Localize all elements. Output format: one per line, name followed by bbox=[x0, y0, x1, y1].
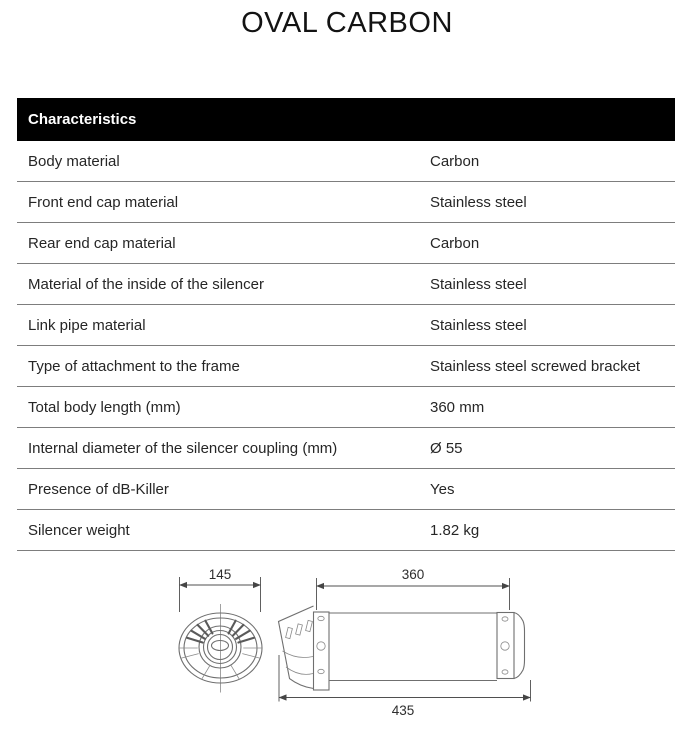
page-title: OVAL CARBON bbox=[241, 7, 453, 39]
silencer-side-view bbox=[279, 606, 525, 690]
dimension-total-length bbox=[279, 655, 531, 718]
table-row bbox=[17, 510, 675, 551]
table-row bbox=[17, 469, 675, 510]
table-row bbox=[17, 182, 675, 223]
front-band bbox=[314, 612, 330, 690]
technical-drawing bbox=[0, 548, 694, 738]
row-value: Stainless steel screwed bracket bbox=[430, 357, 641, 375]
silencer-front-view bbox=[179, 604, 262, 693]
row-value: Carbon bbox=[430, 234, 480, 252]
table-row bbox=[17, 264, 675, 305]
dimension-145-label: 145 bbox=[208, 567, 232, 582]
table-row bbox=[17, 346, 675, 387]
dimension-360-label: 360 bbox=[401, 567, 425, 582]
row-label: Presence of dB-Killer bbox=[28, 480, 169, 498]
nose-slots bbox=[286, 620, 313, 638]
row-value: 360 mm bbox=[430, 398, 485, 416]
row-value: Carbon bbox=[430, 152, 480, 170]
row-label: Silencer weight bbox=[28, 521, 130, 539]
rear-band bbox=[497, 613, 514, 679]
row-label: Material of the inside of the silencer bbox=[28, 275, 264, 293]
rear-end-cap bbox=[514, 613, 525, 679]
table-row bbox=[17, 387, 675, 428]
row-value: 1.82 kg bbox=[430, 521, 480, 539]
row-label: Internal diameter of the silencer coupling (mm) bbox=[28, 439, 338, 457]
table-row bbox=[17, 223, 675, 264]
characteristics-table bbox=[17, 98, 675, 551]
table-row bbox=[17, 428, 675, 469]
table-header: Characteristics bbox=[17, 98, 675, 141]
row-value: Stainless steel bbox=[430, 316, 527, 334]
table-row bbox=[17, 141, 675, 182]
row-value: Ø 55 bbox=[430, 439, 463, 457]
table-row bbox=[17, 305, 675, 346]
row-label: Body material bbox=[28, 152, 120, 170]
row-value: Stainless steel bbox=[430, 275, 527, 293]
row-label: Type of attachment to the frame bbox=[28, 357, 240, 375]
row-value: Stainless steel bbox=[430, 193, 527, 211]
nose-outline bbox=[279, 606, 314, 689]
row-label: Total body length (mm) bbox=[28, 398, 181, 416]
row-value: Yes bbox=[430, 480, 455, 498]
row-label: Front end cap material bbox=[28, 193, 179, 211]
dimension-body-length bbox=[317, 567, 510, 610]
row-label: Rear end cap material bbox=[28, 234, 176, 252]
table-body bbox=[17, 141, 675, 551]
dimension-front-width bbox=[180, 567, 261, 612]
row-label: Link pipe material bbox=[28, 316, 146, 334]
dimension-435-label: 435 bbox=[391, 703, 415, 718]
